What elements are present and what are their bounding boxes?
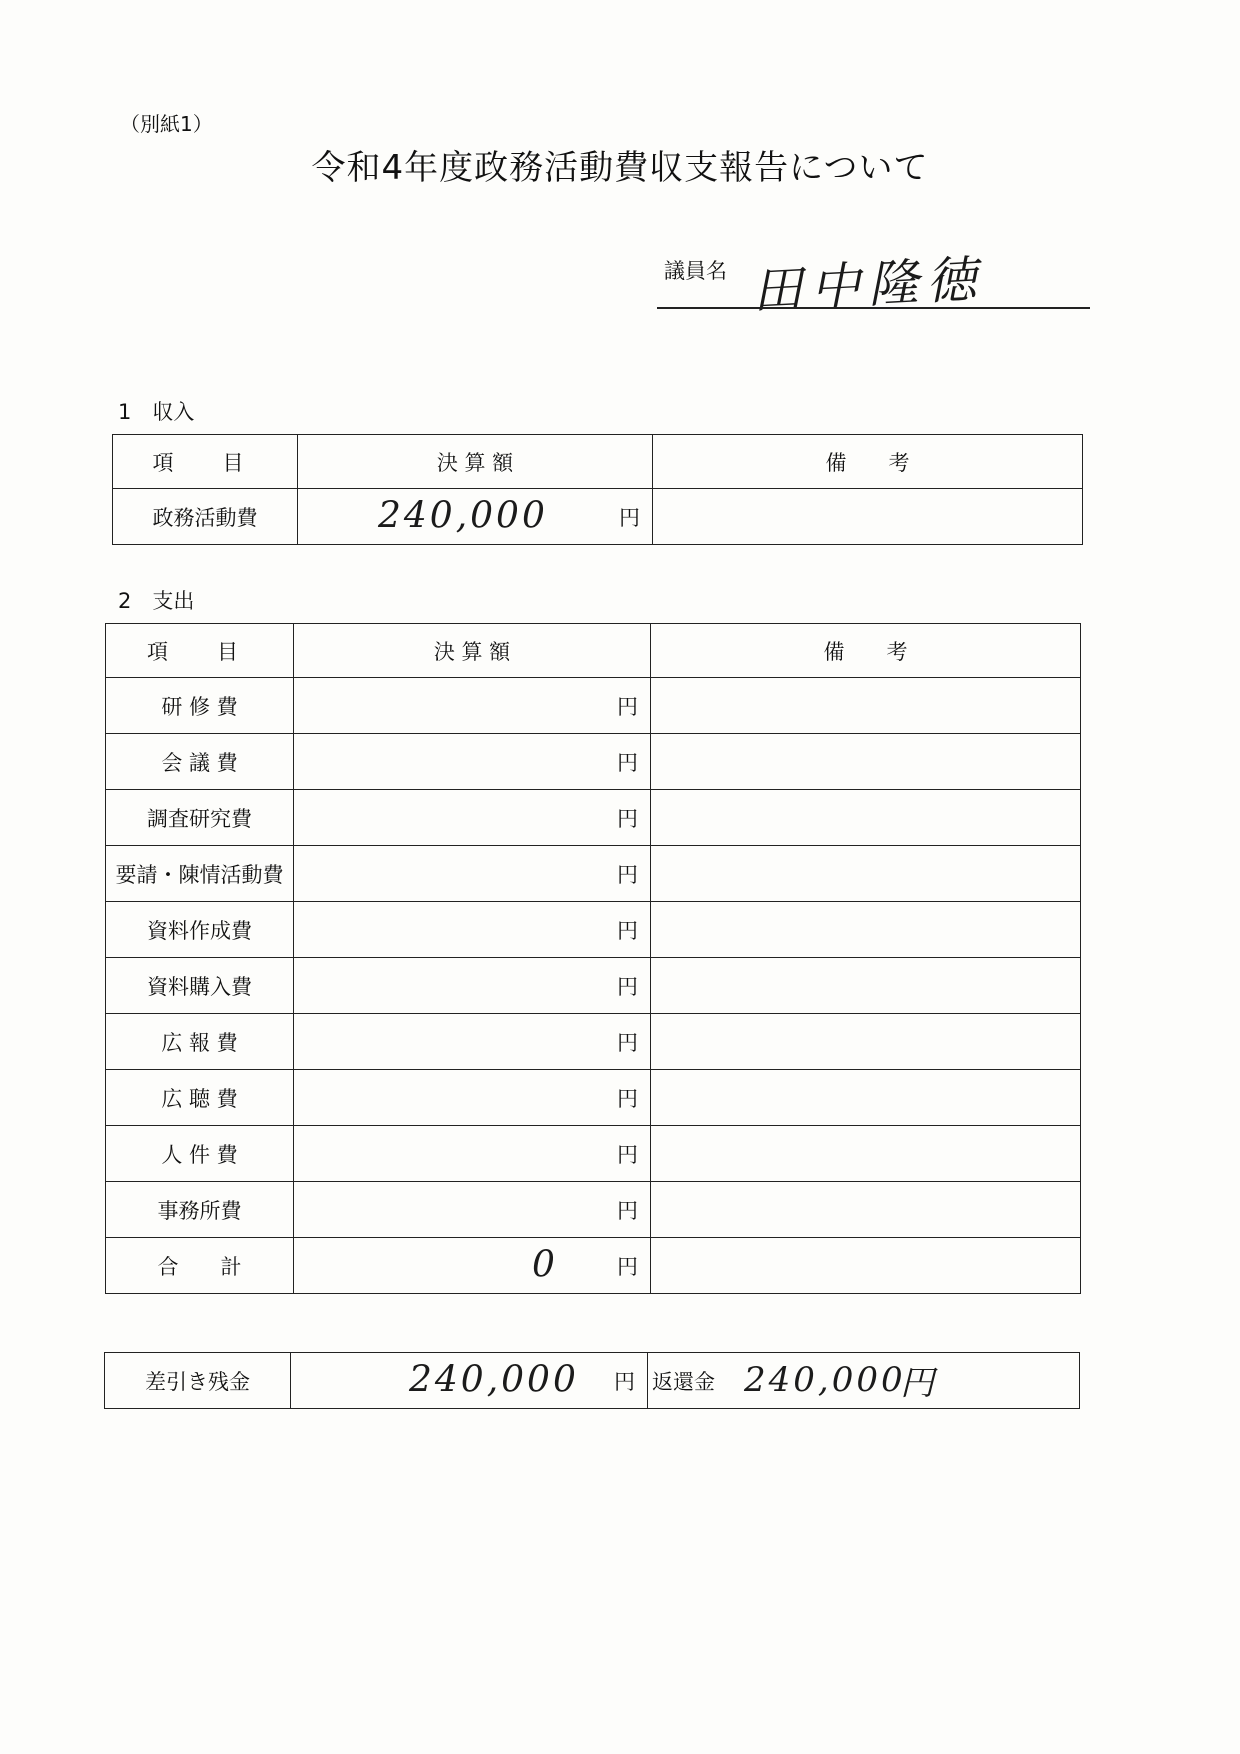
table-row (106, 1070, 1081, 1126)
expense-remarks (651, 790, 1081, 846)
councilor-name-signature: 田中隆徳 (750, 249, 986, 321)
total-row (106, 1238, 1081, 1294)
expense-remarks (651, 1126, 1081, 1182)
councilor-label: 議員名 (664, 259, 727, 283)
refund-amount: 240,000 (744, 1359, 906, 1400)
page-title: 令和4年度政務活動費収支報告について (311, 148, 929, 188)
expense-amount-cell (294, 734, 651, 790)
expense-amount-cell (294, 902, 651, 958)
yen-unit: 円 (617, 1254, 638, 1279)
total-amount: 0 (532, 1244, 558, 1286)
expense-amount-cell (294, 790, 651, 846)
yen-unit: 円 (617, 918, 638, 943)
expense-amount-cell (294, 1014, 651, 1070)
expenditure-header-amount: 決 算 額 (294, 624, 651, 678)
expense-remarks (651, 1182, 1081, 1238)
table-row (106, 678, 1081, 734)
expense-item: 研 修 費 (106, 678, 294, 734)
yen-unit: 円 (617, 1030, 638, 1055)
income-row (113, 489, 1083, 545)
income-header-item: 項 目 (113, 435, 298, 489)
table-row (106, 1182, 1081, 1238)
expense-item: 広 聴 費 (106, 1070, 294, 1126)
income-header-row (113, 435, 1083, 489)
table-row (106, 958, 1081, 1014)
yen-unit: 円 (617, 974, 638, 999)
table-row (106, 846, 1081, 902)
balance-label: 差引き残金 (105, 1353, 291, 1409)
table-row (106, 1126, 1081, 1182)
expense-item: 要請・陳情活動費 (106, 846, 294, 902)
balance-amount-cell (291, 1353, 648, 1409)
expense-item: 調査研究費 (106, 790, 294, 846)
expense-item: 事務所費 (106, 1182, 294, 1238)
expense-remarks (651, 734, 1081, 790)
expense-item: 会 議 費 (106, 734, 294, 790)
expense-remarks (651, 846, 1081, 902)
expense-remarks (651, 678, 1081, 734)
expenditure-header-item: 項 目 (106, 624, 294, 678)
expense-item: 資料作成費 (106, 902, 294, 958)
summary-table (104, 1352, 1080, 1409)
expense-amount-cell (294, 678, 651, 734)
yen-unit: 円 (617, 1142, 638, 1167)
expenditure-table (105, 623, 1081, 1294)
yen-unit: 円 (617, 1198, 638, 1223)
total-remarks (651, 1238, 1081, 1294)
expense-item: 広 報 費 (106, 1014, 294, 1070)
summary-row (105, 1353, 1080, 1409)
expense-remarks (651, 902, 1081, 958)
refund-label: 返還金 (652, 1369, 715, 1394)
income-header-remarks: 備 考 (653, 435, 1083, 489)
income-section-label: 1 収入 (118, 400, 195, 424)
income-item: 政務活動費 (113, 489, 298, 545)
expense-amount-cell (294, 1182, 651, 1238)
councilor-name-underline (657, 307, 1090, 309)
expense-remarks (651, 1014, 1081, 1070)
table-row (106, 902, 1081, 958)
table-row (106, 1014, 1081, 1070)
refund-cell (648, 1353, 1080, 1409)
expense-item: 資料購入費 (106, 958, 294, 1014)
expense-amount-cell (294, 1126, 651, 1182)
table-row (106, 790, 1081, 846)
expense-amount-cell (294, 1070, 651, 1126)
expenditure-section-label: 2 支出 (118, 589, 195, 613)
balance-amount: 240,000 (409, 1359, 579, 1401)
expense-remarks (651, 1070, 1081, 1126)
yen-unit: 円 (617, 806, 638, 831)
expense-remarks (651, 958, 1081, 1014)
income-remarks (653, 489, 1083, 545)
income-amount-cell (298, 489, 653, 545)
table-row (106, 734, 1081, 790)
income-amount: 240,000 (378, 495, 548, 537)
expense-item: 人 件 費 (106, 1126, 294, 1182)
yen-unit: 円 (617, 1086, 638, 1111)
expense-amount-cell (294, 846, 651, 902)
expense-amount-cell (294, 958, 651, 1014)
income-yen-unit: 円 (619, 505, 640, 530)
balance-yen-unit: 円 (614, 1369, 635, 1394)
yen-unit: 円 (617, 694, 638, 719)
income-header-amount: 決 算 額 (298, 435, 653, 489)
yen-unit: 円 (617, 750, 638, 775)
total-label: 合 計 (106, 1238, 294, 1294)
income-table (112, 434, 1083, 545)
expenditure-header-remarks: 備 考 (651, 624, 1081, 678)
attachment-note: （別紙1） (120, 112, 213, 136)
refund-yen-unit: 円 (900, 1363, 937, 1404)
total-amount-cell (294, 1238, 651, 1294)
expenditure-header-row (106, 624, 1081, 678)
yen-unit: 円 (617, 862, 638, 887)
